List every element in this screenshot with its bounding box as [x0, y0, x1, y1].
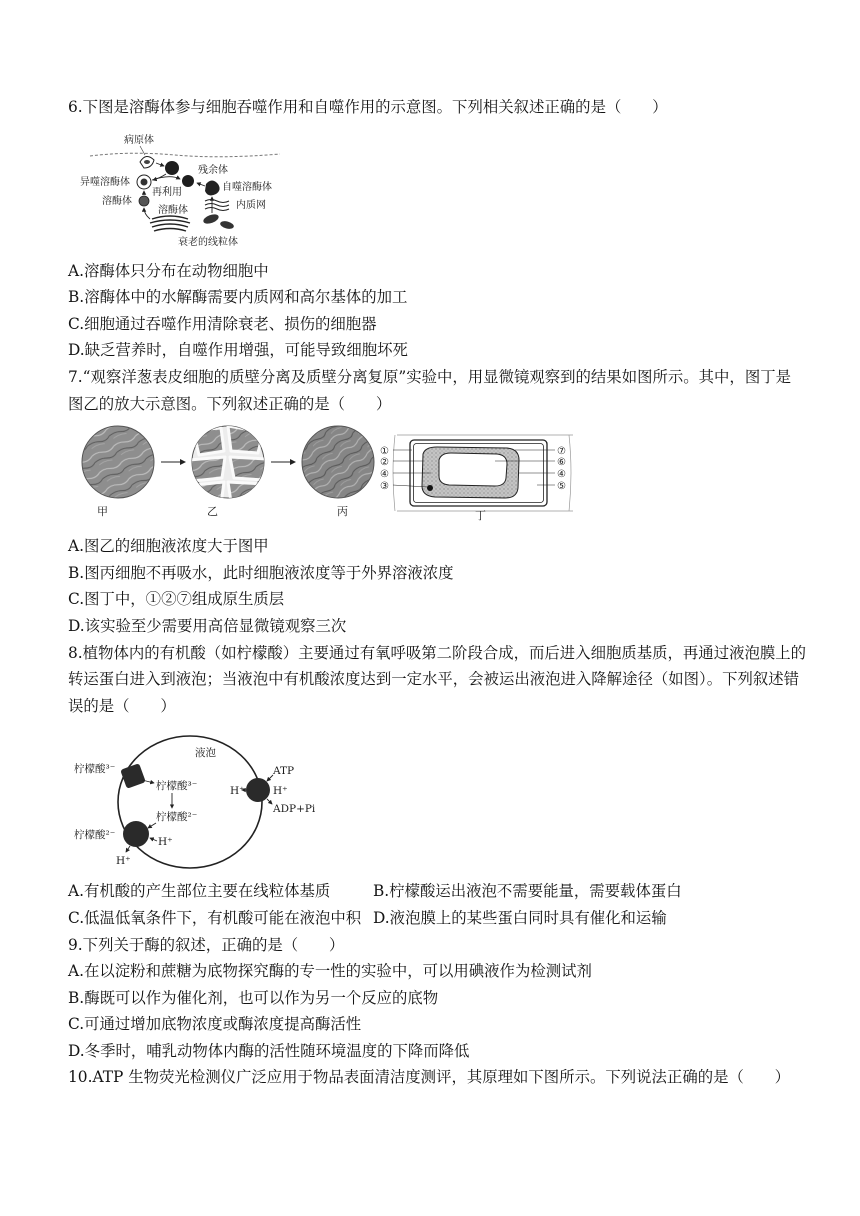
q8-option-d: D.液泡膜上的某些蛋白同时具有催化和运输	[373, 908, 667, 927]
arrow-engulf	[156, 163, 164, 166]
label-citrate3-inside: 柠檬酸³⁻	[156, 780, 198, 793]
cell-diagram-ding	[380, 435, 573, 511]
label-citrate2-inside: 柠檬酸²⁻	[156, 811, 198, 824]
label-atp: ATP	[273, 765, 295, 778]
micrograph-jia	[82, 426, 154, 498]
proton-pump	[246, 778, 270, 802]
q10-stem: 10.ATP 生物荧光检测仪广泛应用于物品表面清洁度测评，其原理如下图所示。下列说法正确的是（ ）	[68, 1068, 791, 1087]
residual-body-shape	[182, 175, 194, 187]
q7-option-c: C.图丁中，①②⑦组成原生质层	[68, 590, 285, 609]
q8-options-row-1	[68, 878, 848, 905]
q8-figure	[68, 719, 848, 878]
label-left-2: ②	[380, 457, 389, 469]
label-h-pump-outside: H⁺	[273, 785, 288, 798]
q8-option-b: B.柠檬酸运出液泡不需要能量，需要载体蛋白	[373, 882, 682, 901]
arrow-autophagic-to-residual	[197, 183, 205, 186]
q7-figure	[68, 417, 848, 533]
arrow-atp-in	[267, 775, 273, 781]
vacuole-membrane	[118, 736, 262, 868]
q6-option-a: A.溶酶体只分布在动物细胞中	[68, 261, 269, 280]
q7-stem-line-2: 图乙的放大示意图。下列叙述正确的是（ ）	[68, 394, 392, 413]
q7-stem-line-1: 7.“观察洋葱表皮细胞的质壁分离及质壁分离复原”实验中，用显微镜观察到的结果如图所示。其中，图丁是	[68, 367, 791, 386]
old-mitochondria-shape	[202, 212, 235, 230]
lysosome-diagram	[80, 130, 285, 248]
autophagic-lysosome-shape	[205, 180, 220, 195]
q8-stem-line-1: 8.植物体内的有机酸（如柠檬酸）主要通过有氧呼吸第二阶段合成，而后进入细胞质基质，再通过液泡膜上的	[68, 643, 807, 662]
central-vacuole	[439, 453, 507, 486]
label-left-4: ③	[380, 481, 389, 493]
vacuole-citrate-diagram	[70, 728, 320, 873]
arrow-h-into-exchanger	[150, 838, 157, 841]
label-adp-pi: ADP+Pi	[273, 803, 316, 816]
micrograph-yi	[189, 426, 267, 506]
label-h-exchanger-outside: H⁺	[116, 855, 131, 868]
q8-stem-line-3: 误的是（ ）	[68, 696, 176, 715]
caption-jia: 甲	[97, 505, 108, 519]
arrow-adp-out	[267, 799, 272, 804]
label-old-mitochondria: 衰老的线粒体	[178, 236, 238, 248]
question-list	[68, 94, 848, 1091]
label-vacuole: 液泡	[195, 747, 216, 760]
phagosome-shape	[165, 161, 179, 175]
heterophagic-lysosome-shape	[137, 175, 151, 189]
q6-option-d: D.缺乏营养时，自噬作用增强，可能导致细胞坏死	[68, 341, 408, 360]
label-er: 内质网	[236, 199, 266, 211]
label-right-2: ⑥	[557, 457, 566, 469]
label-autophagic-lysosome: 自噬溶酶体	[222, 181, 272, 193]
q8-option-a: A.有机酸的产生部位主要在线粒体基质	[68, 882, 331, 901]
label-heterophagic-lysosome: 异噬溶酶体	[80, 176, 130, 188]
q8-option-c: C.低温低氧条件下，有机酸可能在液泡中积	[68, 908, 362, 927]
q9-option-c: C.可通过增加底物浓度或酶浓度提高酶活性	[68, 1015, 362, 1034]
label-right-1: ⑦	[557, 446, 566, 458]
label-left-3: ④	[380, 469, 389, 481]
label-right-4: ⑤	[557, 481, 566, 493]
cell-membrane	[90, 153, 280, 157]
label-residual-body: 残余体	[198, 164, 228, 176]
q9-option-a: A.在以淀粉和蔗糖为底物探究酶的专一性的实验中，可以用碘液作为检测试剂	[68, 962, 592, 981]
caption-bing: 丙	[337, 505, 348, 519]
q8-stem-line-2: 转运蛋白进入到液泡；当液泡中有机酸浓度达到一定水平，会被运出液泡进入降解途径（如图）。下列叙述错	[68, 670, 800, 689]
caption-yi: 乙	[207, 505, 218, 519]
nucleus	[427, 485, 433, 491]
plasmolysis-diagram	[75, 420, 575, 523]
label-h-exchanger-inside: H⁺	[158, 836, 173, 849]
q9-option-d: D.冬季时，哺乳动物体内酶的活性随环境温度的下降而降低	[68, 1041, 470, 1060]
label-lysosome-bottom: 溶酶体	[158, 204, 188, 216]
golgi-shape	[150, 216, 190, 231]
q6-stem: 6.下图是溶酶体参与细胞吞噬作用和自噬作用的示意图。下列相关叙述正确的是（ ）	[68, 98, 668, 116]
label-left-1: ①	[380, 446, 389, 458]
q7-option-d: D.该实验至少需要用高倍显微镜观察三次	[68, 616, 347, 635]
pathogen-shape	[140, 156, 154, 168]
caption-ding: 丁	[475, 509, 486, 523]
micrograph-bing	[302, 426, 374, 498]
lysosome-left-shape	[139, 196, 149, 206]
q6-figure	[68, 121, 848, 258]
label-right-3: ④	[557, 469, 566, 481]
arrow-h-out	[126, 846, 130, 852]
q8-options-row-2	[68, 905, 848, 932]
label-pathogen: 病原体	[124, 134, 154, 146]
er-shape	[205, 199, 229, 210]
q9-option-b: B.酶既可以作为催化剂，也可以作为另一个反应的底物	[68, 988, 439, 1007]
q6-option-b: B.溶酶体中的水解酶需要内质网和高尔基体的加工	[68, 288, 408, 307]
arrow-citrate-out	[148, 823, 156, 828]
q7-option-b: B.图丙细胞不再吸水，此时细胞液浓度等于外界溶液浓度	[68, 563, 454, 582]
label-h-pump-inside: H⁺	[230, 785, 245, 798]
arrow-to-residual	[152, 176, 180, 179]
label-reuse: 再利用	[152, 186, 182, 198]
q9-stem: 9.下列关于酶的叙述，正确的是（ ）	[68, 935, 345, 954]
q7-option-a: A.图乙的细胞液浓度大于图甲	[68, 537, 269, 556]
label-citrate2-outside: 柠檬酸²⁻	[74, 829, 116, 842]
q6-option-c: C.细胞通过吞噬作用清除衰老、损伤的细胞器	[68, 314, 377, 333]
label-citrate3-outside: 柠檬酸³⁻	[74, 763, 116, 776]
citrate-h-exchanger	[123, 821, 149, 847]
arrow-golgi-to-lysosome	[144, 208, 150, 219]
label-lysosome-left: 溶酶体	[102, 195, 132, 207]
citrate-transporter	[120, 763, 146, 789]
